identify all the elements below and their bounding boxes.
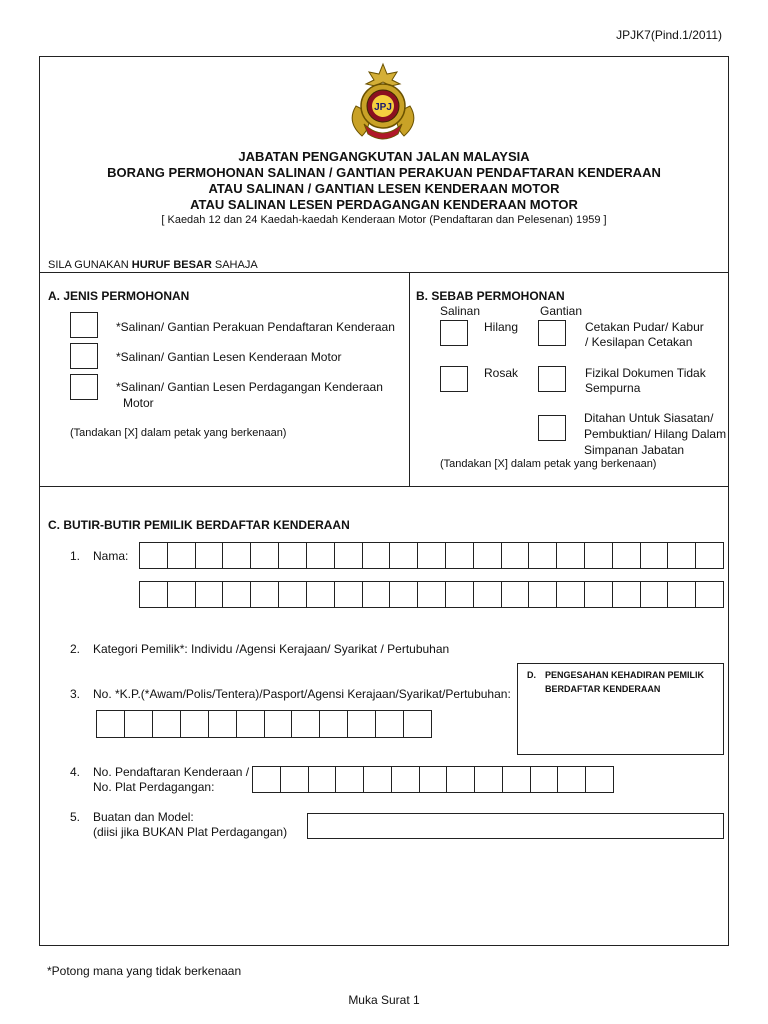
- svg-text:JPJ: JPJ: [374, 102, 392, 113]
- item-2-number: 2.: [70, 642, 81, 656]
- column-salinan: Salinan: [440, 304, 481, 318]
- column-gantian: Gantian: [540, 304, 583, 318]
- checkbox-salinan-rosak[interactable]: [440, 366, 468, 392]
- label-hilang: Hilang: [484, 320, 519, 334]
- label-ditahan-2: Pembuktian/ Hilang Dalam: [584, 427, 727, 441]
- title-line-2: BORANG PERMOHONAN SALINAN / GANTIAN PERAKUAN PENDAFTARAN KENDERAAN: [107, 165, 661, 180]
- capital-letters-instruction: SILA GUNAKAN HURUF BESAR SAHAJA: [48, 259, 258, 271]
- title-line-3: ATAU SALINAN / GANTIAN LESEN KENDERAAN MOTOR: [208, 181, 560, 196]
- option-copy-trade-license: *Salinan/ Gantian Lesen Perdagangan Kenderaan: [116, 380, 383, 394]
- title-line-4: ATAU SALINAN LESEN PERDAGANGAN KENDERAAN MOTOR: [190, 197, 578, 212]
- id-number-label: No. *K.P.(*Awam/Polis/Tentera)/Pasport/Agensi Kerajaan/Syarikat/Pertubuhan:: [93, 687, 511, 701]
- checkbox-copy-motor-license[interactable]: [70, 343, 98, 369]
- section-a-note: (Tandakan [X] dalam petak yang berkenaan): [70, 427, 287, 439]
- label-pudar-1: Cetakan Pudar/ Kabur: [585, 320, 704, 334]
- section-b-heading: B. SEBAB PERMOHONAN: [416, 289, 565, 303]
- item-4-number: 4.: [70, 765, 81, 779]
- jpj-crest-logo: [342, 62, 424, 142]
- checkbox-copy-registration-cert[interactable]: [70, 312, 98, 338]
- registration-number-label-1: No. Pendaftaran Kenderaan /: [93, 765, 250, 779]
- divider-top: [39, 272, 729, 273]
- label-fizikal-2: Sempurna: [585, 381, 641, 395]
- divider-ab: [409, 272, 410, 486]
- registration-number-input[interactable]: [252, 766, 614, 793]
- checkbox-salinan-hilang[interactable]: [440, 320, 468, 346]
- checkbox-gantian-ditahan[interactable]: [538, 415, 566, 441]
- title-line-1: JABATAN PENGANGKUTAN JALAN MALAYSIA: [238, 149, 530, 164]
- section-c-heading: C. BUTIR-BUTIR PEMILIK BERDAFTAR KENDERAAN: [48, 518, 350, 532]
- owner-category-label: Kategori Pemilik*: Individu /Agensi Kerajaan/ Syarikat / Pertubuhan: [93, 642, 450, 656]
- registration-number-label-2: No. Plat Perdagangan:: [93, 780, 215, 794]
- divider-mid: [39, 486, 729, 487]
- form-code: JPJK7(Pind.1/2011): [616, 28, 722, 42]
- option-copy-registration-cert: *Salinan/ Gantian Perakuan Pendaftaran Kenderaan: [116, 320, 395, 334]
- section-d-line-1: PENGESAHAN KEHADIRAN PEMILIK: [545, 670, 705, 680]
- section-b-note: (Tandakan [X] dalam petak yang berkenaan): [440, 458, 657, 470]
- section-a-heading: A. JENIS PERMOHONAN: [48, 289, 190, 303]
- label-ditahan-3: Simpanan Jabatan: [584, 443, 685, 457]
- name-input-row-1[interactable]: [139, 542, 724, 569]
- title-subtitle: [ Kaedah 12 dan 24 Kaedah-kaedah Kenderaan Motor (Pendaftaran dan Pelesenan) 1959 ]: [161, 214, 607, 226]
- option-copy-trade-license-cont: Motor: [123, 396, 154, 410]
- option-copy-motor-license: *Salinan/ Gantian Lesen Kenderaan Motor: [116, 350, 342, 364]
- label-rosak: Rosak: [484, 366, 519, 380]
- item-1-number: 1.: [70, 549, 81, 563]
- checkbox-gantian-fizikal[interactable]: [538, 366, 566, 392]
- name-label: Nama:: [93, 549, 129, 563]
- page-number: Muka Surat 1: [348, 993, 420, 1007]
- section-d-line-2: BERDAFTAR KENDERAAN: [545, 684, 661, 694]
- label-pudar-2: / Kesilapan Cetakan: [585, 335, 693, 349]
- item-3-number: 3.: [70, 687, 81, 701]
- section-d-letter: D.: [527, 670, 536, 680]
- label-fizikal-1: Fizikal Dokumen Tidak: [585, 366, 706, 380]
- make-model-label-1: Buatan dan Model:: [93, 810, 194, 824]
- footnote: *Potong mana yang tidak berkenaan: [47, 964, 242, 978]
- make-model-input[interactable]: [307, 813, 724, 839]
- checkbox-copy-trade-license[interactable]: [70, 374, 98, 400]
- item-5-number: 5.: [70, 810, 81, 824]
- id-number-input[interactable]: [96, 710, 432, 738]
- label-ditahan-1: Ditahan Untuk Siasatan/: [584, 411, 714, 425]
- make-model-label-2: (diisi jika BUKAN Plat Perdagangan): [93, 825, 288, 839]
- checkbox-gantian-pudar[interactable]: [538, 320, 566, 346]
- name-input-row-2[interactable]: [139, 581, 724, 608]
